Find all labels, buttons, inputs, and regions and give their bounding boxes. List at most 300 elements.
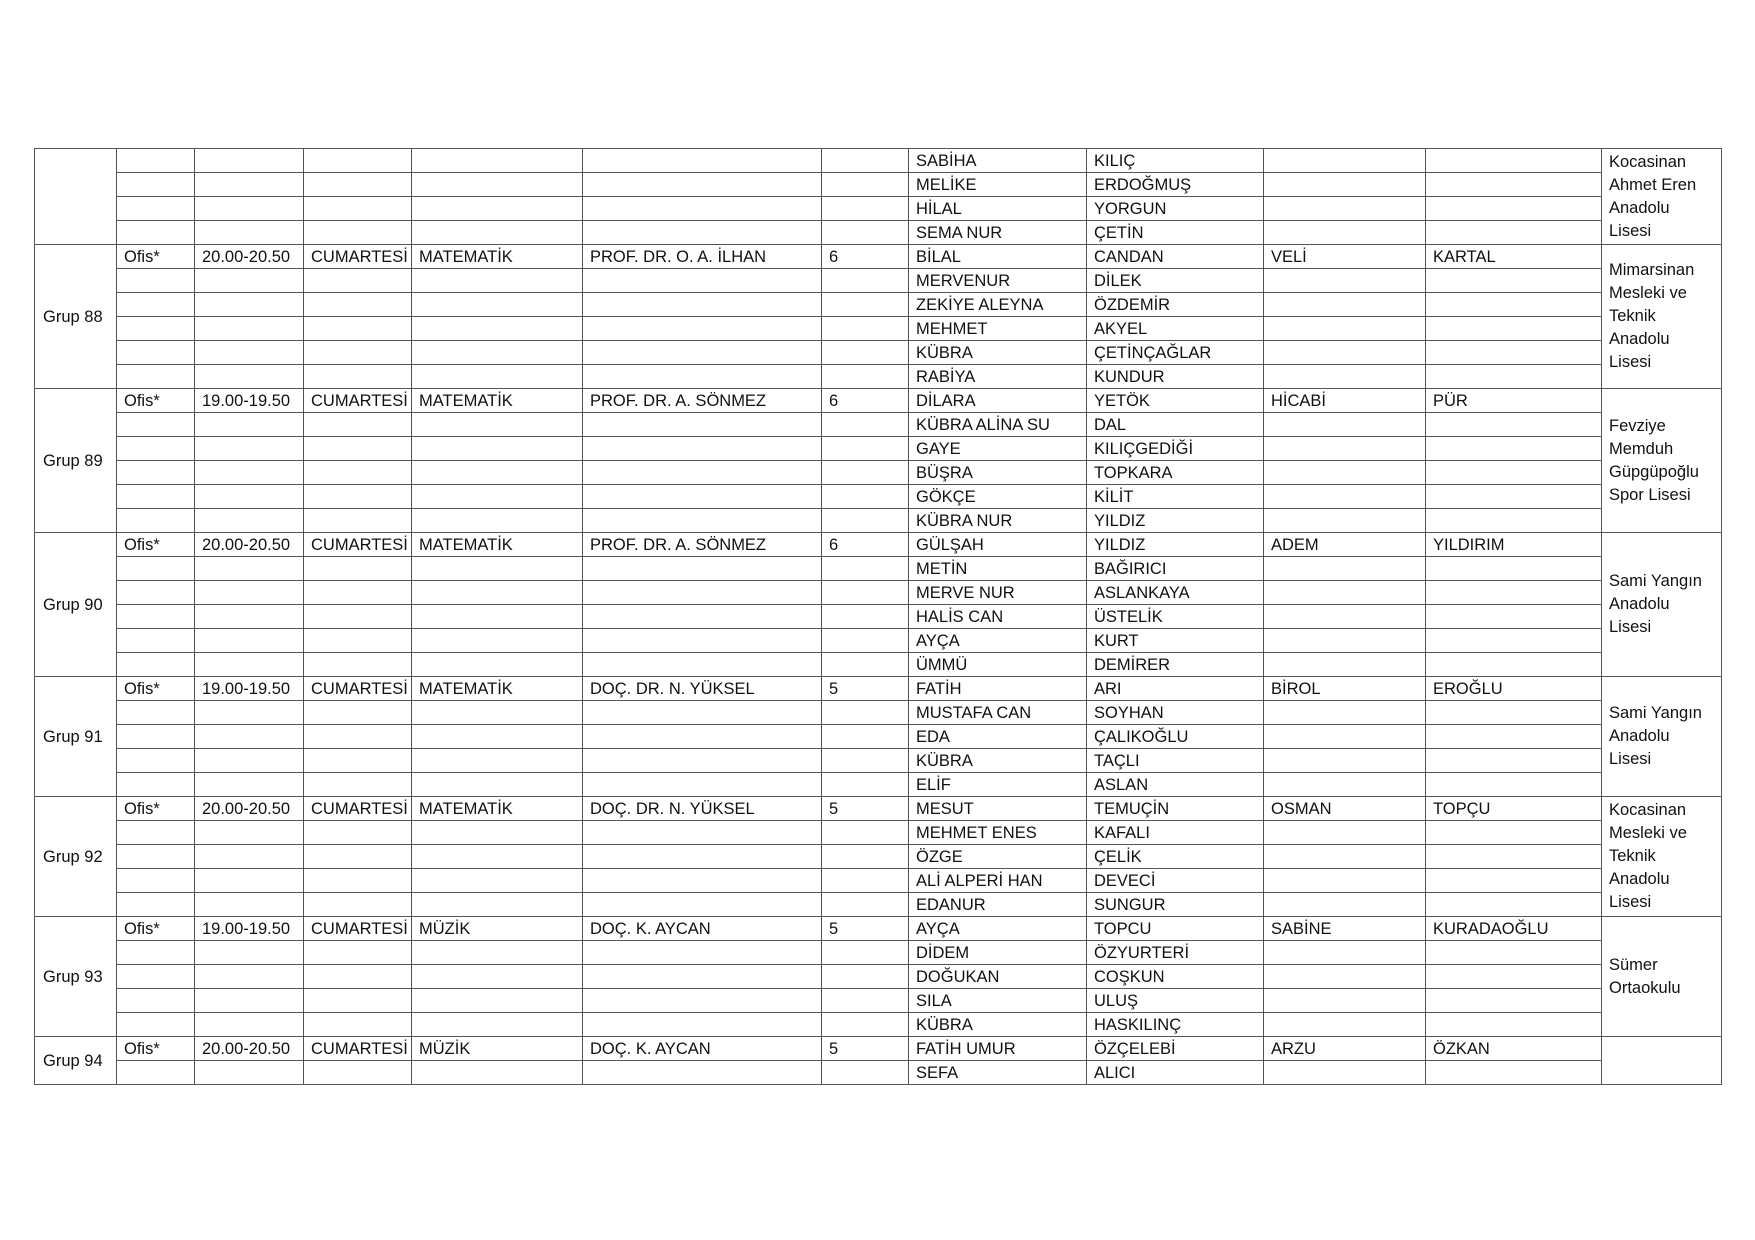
parent-last-name-cell	[1426, 413, 1602, 437]
time-cell	[195, 701, 304, 725]
student-first-name-cell: DİDEM	[909, 941, 1087, 965]
parent-last-name-cell	[1426, 269, 1602, 293]
room-cell	[117, 557, 195, 581]
parent-first-name-cell: SABİNE	[1264, 917, 1426, 941]
lecturer-cell	[583, 1061, 822, 1085]
count-cell	[822, 821, 909, 845]
table-row	[35, 749, 1722, 773]
subject-cell	[412, 581, 583, 605]
student-first-name-cell: MERVE NUR	[909, 581, 1087, 605]
parent-first-name-cell: HİCABİ	[1264, 389, 1426, 413]
student-last-name-cell: ÇETİNÇAĞLAR	[1087, 341, 1264, 365]
group-label: Grup 88	[35, 245, 117, 389]
student-first-name-cell: EDA	[909, 725, 1087, 749]
parent-first-name-cell	[1264, 413, 1426, 437]
parent-last-name-cell	[1426, 1013, 1602, 1037]
count-cell	[822, 461, 909, 485]
lecturer-cell	[583, 581, 822, 605]
room-cell	[117, 317, 195, 341]
subject-cell: MATEMATİK	[412, 245, 583, 269]
parent-last-name-cell	[1426, 605, 1602, 629]
lecturer-cell: DOÇ. DR. N. YÜKSEL	[583, 797, 822, 821]
room-cell	[117, 893, 195, 917]
lecturer-cell	[583, 845, 822, 869]
time-cell	[195, 221, 304, 245]
count-cell: 5	[822, 797, 909, 821]
count-cell	[822, 869, 909, 893]
student-last-name-cell: HASKILINÇ	[1087, 1013, 1264, 1037]
student-first-name-cell: ELİF	[909, 773, 1087, 797]
parent-last-name-cell	[1426, 341, 1602, 365]
lecturer-cell	[583, 317, 822, 341]
time-cell	[195, 365, 304, 389]
day-cell	[304, 173, 412, 197]
subject-cell	[412, 197, 583, 221]
count-cell	[822, 749, 909, 773]
schedule-table	[34, 148, 1722, 1085]
count-cell	[822, 965, 909, 989]
parent-first-name-cell	[1264, 437, 1426, 461]
day-cell	[304, 749, 412, 773]
room-cell: Ofis*	[117, 917, 195, 941]
day-cell	[304, 197, 412, 221]
student-last-name-cell: ASLANKAYA	[1087, 581, 1264, 605]
lecturer-cell	[583, 293, 822, 317]
student-last-name-cell: TOPKARA	[1087, 461, 1264, 485]
subject-cell	[412, 869, 583, 893]
room-cell	[117, 413, 195, 437]
group-label: Grup 89	[35, 389, 117, 533]
student-first-name-cell: MERVENUR	[909, 269, 1087, 293]
time-cell	[195, 317, 304, 341]
count-cell	[822, 1013, 909, 1037]
time-cell: 19.00-19.50	[195, 677, 304, 701]
day-cell: CUMARTESİ	[304, 1037, 412, 1061]
count-cell	[822, 653, 909, 677]
parent-first-name-cell	[1264, 989, 1426, 1013]
parent-first-name-cell	[1264, 821, 1426, 845]
table-row	[35, 461, 1722, 485]
parent-first-name-cell	[1264, 1061, 1426, 1085]
student-last-name-cell: DAL	[1087, 413, 1264, 437]
parent-last-name-cell	[1426, 1061, 1602, 1085]
student-first-name-cell: SEMA NUR	[909, 221, 1087, 245]
subject-cell: MÜZİK	[412, 917, 583, 941]
subject-cell	[412, 965, 583, 989]
parent-last-name-cell	[1426, 173, 1602, 197]
subject-cell	[412, 341, 583, 365]
count-cell	[822, 149, 909, 173]
student-first-name-cell: GÖKÇE	[909, 485, 1087, 509]
subject-cell	[412, 1013, 583, 1037]
time-cell	[195, 173, 304, 197]
student-first-name-cell: ÜMMÜ	[909, 653, 1087, 677]
room-cell	[117, 269, 195, 293]
lecturer-cell	[583, 341, 822, 365]
table-row	[35, 965, 1722, 989]
student-last-name-cell: ALICI	[1087, 1061, 1264, 1085]
count-cell	[822, 365, 909, 389]
room-cell: Ofis*	[117, 797, 195, 821]
day-cell	[304, 989, 412, 1013]
student-first-name-cell: EDANUR	[909, 893, 1087, 917]
parent-last-name-cell: EROĞLU	[1426, 677, 1602, 701]
day-cell	[304, 581, 412, 605]
count-cell	[822, 893, 909, 917]
student-last-name-cell: SOYHAN	[1087, 701, 1264, 725]
parent-last-name-cell	[1426, 869, 1602, 893]
count-cell	[822, 509, 909, 533]
student-last-name-cell: SUNGUR	[1087, 893, 1264, 917]
subject-cell	[412, 509, 583, 533]
student-first-name-cell: AYÇA	[909, 917, 1087, 941]
lecturer-cell	[583, 269, 822, 293]
room-cell	[117, 941, 195, 965]
student-last-name-cell: YILDIZ	[1087, 509, 1264, 533]
parent-first-name-cell	[1264, 317, 1426, 341]
subject-cell	[412, 485, 583, 509]
student-last-name-cell: ERDOĞMUŞ	[1087, 173, 1264, 197]
parent-first-name-cell	[1264, 749, 1426, 773]
room-cell	[117, 197, 195, 221]
count-cell	[822, 293, 909, 317]
count-cell	[822, 557, 909, 581]
parent-last-name-cell	[1426, 485, 1602, 509]
student-first-name-cell: MEHMET	[909, 317, 1087, 341]
student-last-name-cell: TEMUÇİN	[1087, 797, 1264, 821]
subject-cell	[412, 989, 583, 1013]
subject-cell	[412, 221, 583, 245]
student-first-name-cell: BİLAL	[909, 245, 1087, 269]
day-cell	[304, 1061, 412, 1085]
lecturer-cell	[583, 821, 822, 845]
parent-last-name-cell	[1426, 581, 1602, 605]
time-cell	[195, 773, 304, 797]
table-row	[35, 365, 1722, 389]
student-first-name-cell: ZEKİYE ALEYNA	[909, 293, 1087, 317]
student-last-name-cell: CANDAN	[1087, 245, 1264, 269]
parent-last-name-cell	[1426, 437, 1602, 461]
room-cell	[117, 365, 195, 389]
count-cell	[822, 341, 909, 365]
time-cell	[195, 437, 304, 461]
parent-last-name-cell	[1426, 317, 1602, 341]
room-cell	[117, 149, 195, 173]
subject-cell	[412, 701, 583, 725]
parent-last-name-cell	[1426, 725, 1602, 749]
student-last-name-cell: KILIÇ	[1087, 149, 1264, 173]
parent-first-name-cell	[1264, 269, 1426, 293]
lecturer-cell	[583, 173, 822, 197]
count-cell: 6	[822, 533, 909, 557]
table-row	[35, 533, 1722, 557]
day-cell	[304, 1013, 412, 1037]
room-cell	[117, 461, 195, 485]
student-first-name-cell: KÜBRA	[909, 341, 1087, 365]
parent-last-name-cell: KURADAOĞLU	[1426, 917, 1602, 941]
lecturer-cell	[583, 989, 822, 1013]
subject-cell	[412, 941, 583, 965]
schedule-body	[35, 149, 1722, 1085]
student-first-name-cell: MESUT	[909, 797, 1087, 821]
count-cell	[822, 605, 909, 629]
time-cell: 19.00-19.50	[195, 917, 304, 941]
day-cell	[304, 557, 412, 581]
lecturer-cell	[583, 197, 822, 221]
parent-first-name-cell	[1264, 941, 1426, 965]
time-cell	[195, 893, 304, 917]
student-last-name-cell: ÖZDEMİR	[1087, 293, 1264, 317]
subject-cell: MATEMATİK	[412, 677, 583, 701]
parent-first-name-cell: BİROL	[1264, 677, 1426, 701]
student-first-name-cell: ALİ ALPERİ HAN	[909, 869, 1087, 893]
subject-cell	[412, 413, 583, 437]
room-cell	[117, 845, 195, 869]
count-cell	[822, 581, 909, 605]
parent-last-name-cell	[1426, 821, 1602, 845]
room-cell	[117, 773, 195, 797]
parent-last-name-cell	[1426, 293, 1602, 317]
student-first-name-cell: KÜBRA	[909, 1013, 1087, 1037]
student-last-name-cell: ARI	[1087, 677, 1264, 701]
count-cell	[822, 773, 909, 797]
time-cell	[195, 485, 304, 509]
table-row	[35, 917, 1722, 941]
time-cell	[195, 293, 304, 317]
parent-last-name-cell	[1426, 941, 1602, 965]
time-cell	[195, 557, 304, 581]
student-last-name-cell: KILIÇGEDİĞİ	[1087, 437, 1264, 461]
subject-cell	[412, 293, 583, 317]
subject-cell	[412, 365, 583, 389]
student-first-name-cell: KÜBRA	[909, 749, 1087, 773]
lecturer-cell	[583, 653, 822, 677]
time-cell	[195, 269, 304, 293]
day-cell: CUMARTESİ	[304, 389, 412, 413]
day-cell	[304, 341, 412, 365]
table-row	[35, 557, 1722, 581]
parent-first-name-cell	[1264, 557, 1426, 581]
room-cell	[117, 701, 195, 725]
student-last-name-cell: KURT	[1087, 629, 1264, 653]
group-label: Grup 92	[35, 797, 117, 917]
student-first-name-cell: BÜŞRA	[909, 461, 1087, 485]
time-cell: 19.00-19.50	[195, 389, 304, 413]
student-last-name-cell: DEMİRER	[1087, 653, 1264, 677]
time-cell	[195, 509, 304, 533]
group-label: Grup 91	[35, 677, 117, 797]
parent-last-name-cell: KARTAL	[1426, 245, 1602, 269]
student-first-name-cell: METİN	[909, 557, 1087, 581]
subject-cell	[412, 629, 583, 653]
room-cell: Ofis*	[117, 533, 195, 557]
lecturer-cell: DOÇ. K. AYCAN	[583, 917, 822, 941]
day-cell	[304, 773, 412, 797]
table-row	[35, 197, 1722, 221]
subject-cell: MATEMATİK	[412, 533, 583, 557]
room-cell	[117, 605, 195, 629]
time-cell	[195, 941, 304, 965]
subject-cell: MATEMATİK	[412, 389, 583, 413]
table-row	[35, 245, 1722, 269]
time-cell	[195, 149, 304, 173]
parent-last-name-cell	[1426, 365, 1602, 389]
lecturer-cell	[583, 557, 822, 581]
student-first-name-cell: MEHMET ENES	[909, 821, 1087, 845]
table-row	[35, 173, 1722, 197]
student-first-name-cell: KÜBRA ALİNA SU	[909, 413, 1087, 437]
lecturer-cell	[583, 149, 822, 173]
day-cell	[304, 365, 412, 389]
group-label: Grup 93	[35, 917, 117, 1037]
school-cell: Mimarsinan Mesleki ve Teknik Anadolu Lisesi	[1602, 245, 1722, 389]
student-first-name-cell: DİLARA	[909, 389, 1087, 413]
time-cell: 20.00-20.50	[195, 797, 304, 821]
time-cell	[195, 197, 304, 221]
parent-last-name-cell	[1426, 221, 1602, 245]
time-cell	[195, 821, 304, 845]
day-cell	[304, 893, 412, 917]
table-row	[35, 725, 1722, 749]
subject-cell	[412, 653, 583, 677]
parent-first-name-cell: OSMAN	[1264, 797, 1426, 821]
parent-last-name-cell	[1426, 989, 1602, 1013]
count-cell	[822, 629, 909, 653]
table-row	[35, 629, 1722, 653]
room-cell	[117, 437, 195, 461]
day-cell	[304, 461, 412, 485]
day-cell: CUMARTESİ	[304, 797, 412, 821]
subject-cell	[412, 845, 583, 869]
student-first-name-cell: SILA	[909, 989, 1087, 1013]
group-label: Grup 94	[35, 1037, 117, 1085]
table-row	[35, 1013, 1722, 1037]
parent-first-name-cell	[1264, 893, 1426, 917]
lecturer-cell: DOÇ. DR. N. YÜKSEL	[583, 677, 822, 701]
count-cell	[822, 701, 909, 725]
student-last-name-cell: DEVECİ	[1087, 869, 1264, 893]
student-first-name-cell: GAYE	[909, 437, 1087, 461]
time-cell	[195, 605, 304, 629]
room-cell	[117, 965, 195, 989]
student-first-name-cell: AYÇA	[909, 629, 1087, 653]
count-cell	[822, 941, 909, 965]
lecturer-cell	[583, 365, 822, 389]
time-cell	[195, 581, 304, 605]
room-cell	[117, 173, 195, 197]
student-last-name-cell: YETÖK	[1087, 389, 1264, 413]
lecturer-cell: DOÇ. K. AYCAN	[583, 1037, 822, 1061]
parent-first-name-cell	[1264, 173, 1426, 197]
count-cell	[822, 269, 909, 293]
room-cell	[117, 509, 195, 533]
time-cell	[195, 749, 304, 773]
time-cell	[195, 965, 304, 989]
parent-last-name-cell: ÖZKAN	[1426, 1037, 1602, 1061]
table-row	[35, 269, 1722, 293]
student-first-name-cell: RABİYA	[909, 365, 1087, 389]
student-last-name-cell: ÇALIKOĞLU	[1087, 725, 1264, 749]
table-row	[35, 149, 1722, 173]
parent-first-name-cell	[1264, 149, 1426, 173]
group-label: Grup 90	[35, 533, 117, 677]
table-row	[35, 845, 1722, 869]
parent-last-name-cell	[1426, 197, 1602, 221]
count-cell: 6	[822, 389, 909, 413]
room-cell: Ofis*	[117, 1037, 195, 1061]
parent-first-name-cell	[1264, 653, 1426, 677]
room-cell	[117, 485, 195, 509]
lecturer-cell	[583, 749, 822, 773]
subject-cell	[412, 821, 583, 845]
group-label	[35, 149, 117, 245]
table-row	[35, 413, 1722, 437]
subject-cell	[412, 437, 583, 461]
parent-last-name-cell	[1426, 149, 1602, 173]
parent-last-name-cell: TOPÇU	[1426, 797, 1602, 821]
student-last-name-cell: KAFALI	[1087, 821, 1264, 845]
time-cell: 20.00-20.50	[195, 245, 304, 269]
day-cell	[304, 221, 412, 245]
student-last-name-cell: AKYEL	[1087, 317, 1264, 341]
school-cell: Kocasinan Mesleki ve Teknik Anadolu Lisesi	[1602, 797, 1722, 917]
count-cell	[822, 845, 909, 869]
lecturer-cell	[583, 701, 822, 725]
student-first-name-cell: MELİKE	[909, 173, 1087, 197]
time-cell	[195, 869, 304, 893]
subject-cell: MATEMATİK	[412, 797, 583, 821]
room-cell: Ofis*	[117, 677, 195, 701]
parent-first-name-cell	[1264, 461, 1426, 485]
student-last-name-cell: ÖZYURTERİ	[1087, 941, 1264, 965]
student-first-name-cell: GÜLŞAH	[909, 533, 1087, 557]
student-first-name-cell: FATİH	[909, 677, 1087, 701]
parent-first-name-cell	[1264, 845, 1426, 869]
subject-cell	[412, 773, 583, 797]
student-last-name-cell: KUNDUR	[1087, 365, 1264, 389]
day-cell: CUMARTESİ	[304, 677, 412, 701]
time-cell	[195, 341, 304, 365]
parent-last-name-cell	[1426, 461, 1602, 485]
parent-last-name-cell	[1426, 653, 1602, 677]
parent-first-name-cell	[1264, 773, 1426, 797]
parent-last-name-cell: PÜR	[1426, 389, 1602, 413]
lecturer-cell	[583, 965, 822, 989]
lecturer-cell	[583, 773, 822, 797]
day-cell: CUMARTESİ	[304, 245, 412, 269]
lecturer-cell	[583, 1013, 822, 1037]
parent-first-name-cell	[1264, 485, 1426, 509]
table-row	[35, 797, 1722, 821]
parent-first-name-cell	[1264, 581, 1426, 605]
school-cell: Sümer Ortaokulu	[1602, 917, 1722, 1037]
day-cell: CUMARTESİ	[304, 533, 412, 557]
parent-last-name-cell	[1426, 845, 1602, 869]
time-cell: 20.00-20.50	[195, 1037, 304, 1061]
subject-cell	[412, 557, 583, 581]
day-cell	[304, 413, 412, 437]
parent-first-name-cell	[1264, 365, 1426, 389]
day-cell	[304, 485, 412, 509]
student-first-name-cell: SABİHA	[909, 149, 1087, 173]
lecturer-cell: PROF. DR. O. A. İLHAN	[583, 245, 822, 269]
student-first-name-cell: HİLAL	[909, 197, 1087, 221]
parent-first-name-cell: ADEM	[1264, 533, 1426, 557]
count-cell	[822, 989, 909, 1013]
school-cell: Kocasinan Ahmet Eren Anadolu Lisesi	[1602, 149, 1722, 245]
student-first-name-cell: ÖZGE	[909, 845, 1087, 869]
student-first-name-cell: KÜBRA NUR	[909, 509, 1087, 533]
